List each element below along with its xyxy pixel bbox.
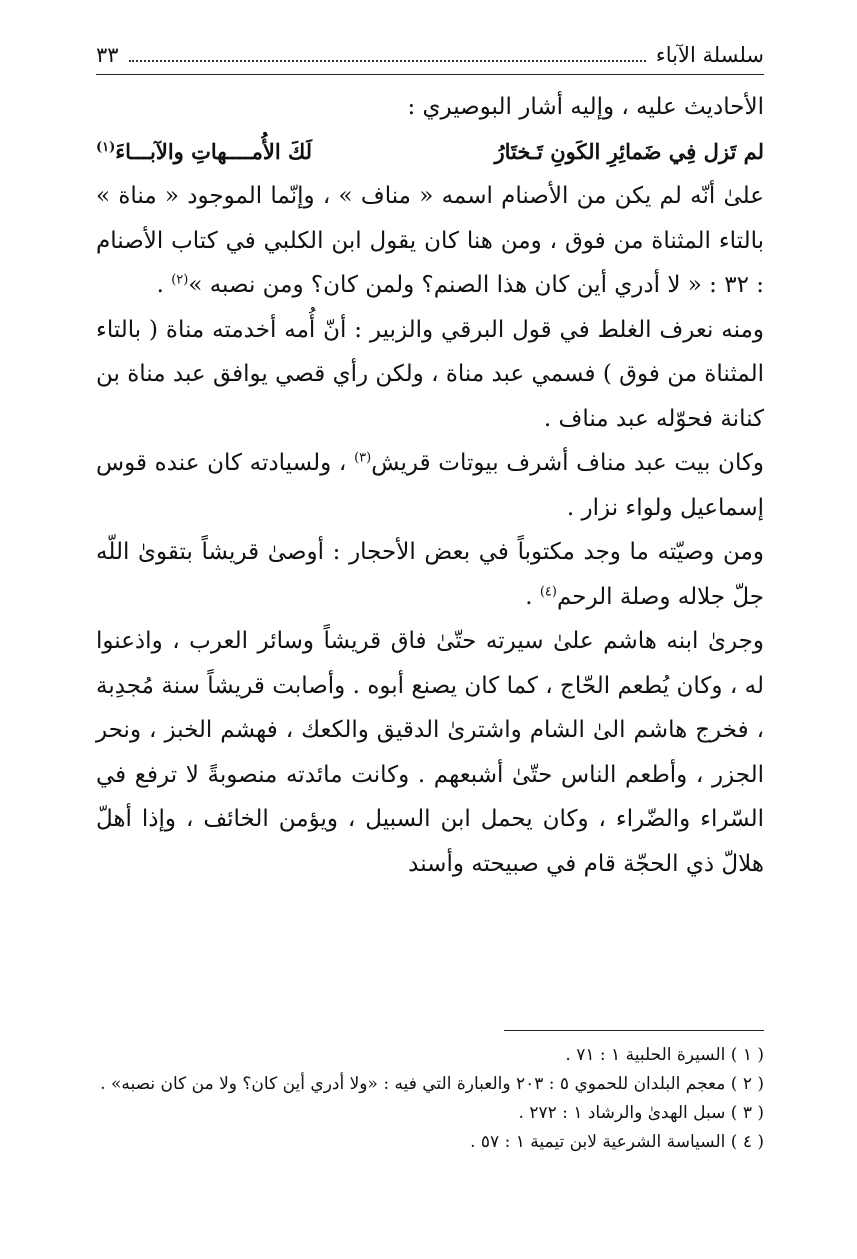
paragraph-3-text-b: ، ولسيادته كان عنده قوس إسماعيل ولواء نزار . xyxy=(96,450,764,521)
intro-line: الأحاديث عليه ، وإليه أشار البوصيري : xyxy=(407,94,764,120)
running-header xyxy=(96,30,764,70)
footnotes xyxy=(96,1030,764,1157)
paragraph-4-text-a: ومن وصيّته ما وجد مكتوباً في بعض الأحجار : أوصىٰ قريشاً بتقوىٰ اللّه جلّ جلاله وصلة الرحم xyxy=(96,539,764,610)
paragraph-3-text-a: وكان بيت عبد مناف أشرف بيوتات قريش xyxy=(371,450,765,476)
paragraph-4-text-b: . xyxy=(525,583,540,610)
paragraph-3 xyxy=(96,441,764,530)
footnote-ref-4: (٤) xyxy=(539,583,557,599)
verse-second-hemistich xyxy=(96,130,312,175)
paragraph-1-end: . xyxy=(156,272,172,298)
page-number: ٣٣ xyxy=(96,43,119,67)
footnote-ref-3: (٣) xyxy=(354,450,372,466)
paragraph-4 xyxy=(96,530,764,619)
footnote-4: ( ٤ ) السياسة الشرعية لابن تيمية ١ : ٥٧ . xyxy=(470,1132,764,1152)
header-rule xyxy=(96,74,764,75)
footnote-ref-2: (٢) xyxy=(171,272,189,288)
paragraph-1 xyxy=(96,174,764,308)
main-text xyxy=(96,85,764,886)
footnote-ref-1: (١) xyxy=(96,139,116,155)
footnote-2: ( ٢ ) معجم البلدان للحموي ٥ : ٢٠٣ والعبارة التي فيه : «ولا أدري أين كان؟ ولا من كان نصبه» . xyxy=(100,1074,764,1094)
verse-line xyxy=(96,130,764,175)
footnote-rule xyxy=(504,1030,764,1031)
footnote-1: ( ١ ) السيرة الحلبية ١ : ٧١ . xyxy=(565,1045,764,1065)
running-title: سلسلة الآباء xyxy=(655,43,764,67)
paragraph-1-text: علىٰ أنّه لم يكن من الأصنام اسمه « مناف » ، وإنّما الموجود « مناة » بالتاء المثناة من فوق ، ومن هنا كان يقول ابن الكلبي في كتاب الأصنام : ٣٢ : « لا أدري أين كان هذا الصنم؟ ولمن كان؟ ومن نصبه » xyxy=(96,183,764,298)
paragraph-5: وجرىٰ ابنه هاشم علىٰ سيرته حتّىٰ فاق قريشاً وسائر العرب ، واذعنوا له ، وكان يُطعم الحّاج ، كما كان يصنع أبوه . وأصابت قريشاً سنة مُجدِبة ، فخرج هاشم الىٰ الشام واشترىٰ الدقيق والكعك ، فهشم الخبز ، ونحر الجزر ، وأطعم الناس حتّىٰ أشبعهم . وكانت مائدته منصوبةً لا ترفع في السّراء والضّراء ، وكان يحمل ابن السبيل ، ويؤمن الخائف ، وإذا أهلّ هلالّ ذي الحجّة قام في صبيحته وأسند xyxy=(96,628,764,877)
paragraph-2: ومنه نعرف الغلط في قول البرقي والزبير : أنّ أُمه أخدمته مناة ( بالتاء المثناة من فوق ) فسمي عبد مناة ، ولكن رأي قصي يوافق عبد مناة بن كنانة فحوّله عبد مناف . xyxy=(96,316,764,432)
verse-second-text: لَكَ الأُمــــهاتِ والآبـــاءَ xyxy=(115,138,313,164)
footnote-3: ( ٣ ) سبل الهدىٰ والرشاد ١ : ٢٧٢ . xyxy=(518,1103,764,1123)
header-leader-dots xyxy=(129,60,646,62)
verse-first-hemistich: لم تَزل فِي ضَمائِرِ الكَونِ تَـختَارُ xyxy=(494,138,764,164)
book-page xyxy=(96,30,764,886)
